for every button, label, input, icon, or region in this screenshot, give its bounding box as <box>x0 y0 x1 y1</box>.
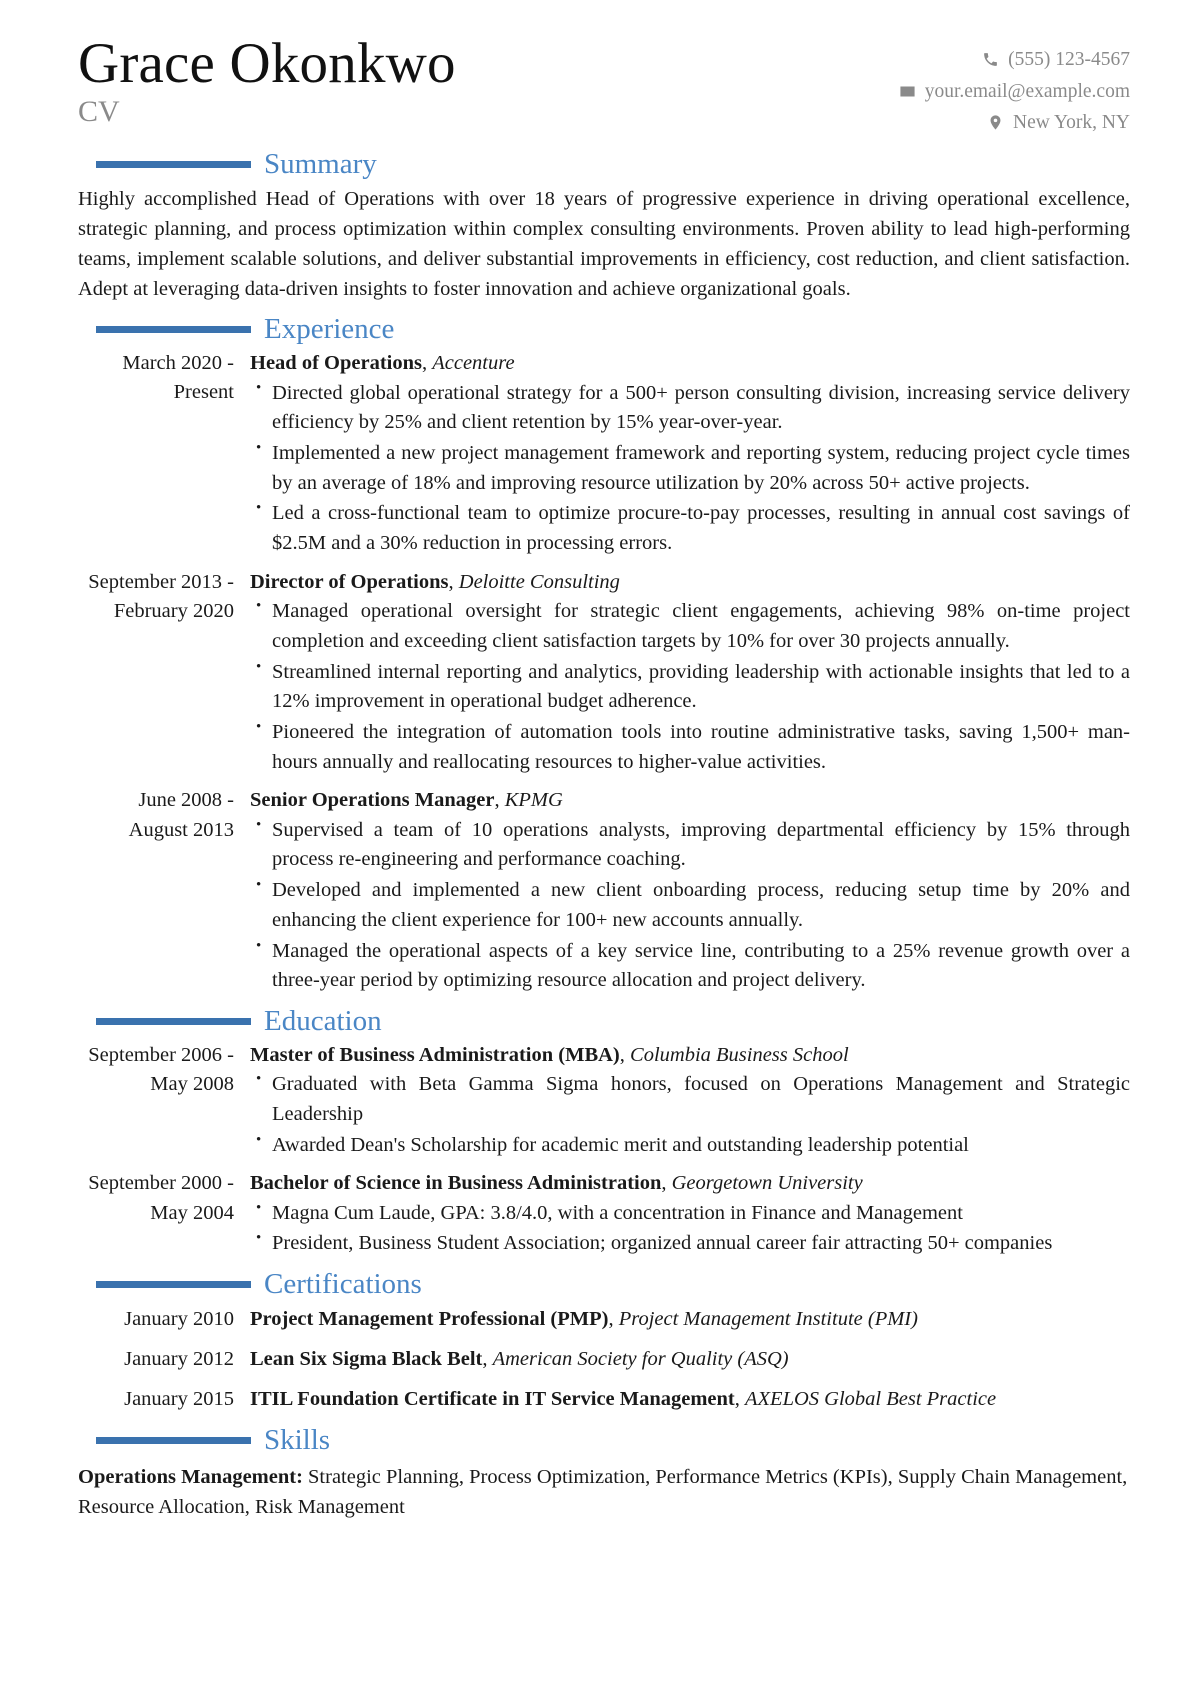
experience-entry-date: September 2013 - February 2020 <box>88 570 234 622</box>
experience-entry <box>78 568 1130 778</box>
envelope-icon <box>899 83 916 100</box>
certification-name: Project Management Professional (PMP) <box>250 1308 609 1331</box>
education-bullet: • Magna Cum Laude, GPA: 3.8/4.0, with a concentration in Finance and Management <box>272 1199 1130 1229</box>
certification-body <box>250 1385 1130 1414</box>
education-entry-role: Master of Business Administration (MBA) <box>250 1044 620 1067</box>
education-entry-body <box>250 1169 1130 1259</box>
education-entry-title <box>250 1169 1130 1197</box>
experience-bullet: • Managed the operational aspects of a key service line, contributing to a 25% revenue growth over a three-year period by optimizing resource allocation and project delivery. <box>272 937 1130 996</box>
certification-name: Lean Six Sigma Black Belt <box>250 1348 483 1371</box>
section-rule <box>96 1281 251 1288</box>
experience-entry-org: Deloitte Consulting <box>458 570 620 593</box>
experience-bullet: • Managed operational oversight for strategic client engagements, achieving 98% on-time project completion and exceeding client satisfaction targets by 10% for over 30 projects annually. <box>272 597 1130 656</box>
section-header-summary <box>96 147 1130 180</box>
contact-email-row <box>899 76 1130 108</box>
certification-entry <box>78 1345 1130 1374</box>
experience-bullet: • Supervised a team of 10 operations analysts, improving departmental efficiency by 15% through process re-engineering and performance coaching. <box>272 816 1130 875</box>
title-separator: , <box>448 570 459 593</box>
certification-entry <box>78 1305 1130 1334</box>
experience-bullet: • Pioneered the integration of automation tools into routine administrative tasks, saving 1,500+ man-hours annually and reallocating resources to higher-value activities. <box>272 718 1130 777</box>
contact-location: New York, NY <box>1012 112 1130 134</box>
experience-bullet: • Directed global operational strategy for a 500+ person consulting division, increasing service delivery efficiency by 25% and client retention by 15% year-over-year. <box>272 379 1130 438</box>
education-entry-title <box>250 1041 1130 1069</box>
contact-location-row <box>899 107 1130 139</box>
certification-body <box>250 1305 1130 1334</box>
section-rule <box>96 1437 251 1444</box>
experience-bullet-list <box>250 597 1130 777</box>
section-rule <box>96 326 251 333</box>
title-separator: , <box>421 352 433 375</box>
summary-text: Highly accomplished Head of Operations with over 18 years of progressive experience in driving operational excellence, strategic planning, and process optimization within complex consulting environments. Proven ability to lead high-performing teams, implement scalable solutions, and deliver substantial improvements in efficiency, cost reduction, and client satisfaction. Adept at leveraging data-driven insights to foster innovation and achieve organizational goals. <box>78 187 1130 301</box>
experience-bullet-list <box>250 816 1130 996</box>
certification-body <box>250 1345 1130 1374</box>
certification-date: January 2010 <box>124 1308 234 1331</box>
skills-category-label: Operations Management: <box>78 1465 303 1488</box>
skills-group <box>78 1462 1130 1523</box>
experience-entry-role: Director of Operations <box>250 570 449 593</box>
experience-list <box>78 349 1130 996</box>
experience-entry-body <box>250 786 1130 996</box>
certification-date: January 2012 <box>124 1348 234 1371</box>
experience-entry-role: Head of Operations <box>250 352 422 375</box>
experience-entry-body <box>250 568 1130 778</box>
map-pin-icon <box>987 114 1004 131</box>
phone-icon <box>982 51 999 68</box>
cv-header <box>78 30 1130 139</box>
education-bullet-list <box>250 1199 1130 1259</box>
experience-entry-title <box>250 349 1130 377</box>
title-separator: , <box>494 789 505 812</box>
experience-entry-org: KPMG <box>504 789 563 812</box>
experience-entry-role: Senior Operations Manager <box>250 789 495 812</box>
education-entry-org: Georgetown University <box>671 1172 863 1195</box>
section-rule <box>96 1018 251 1025</box>
education-bullet: • Graduated with Beta Gamma Sigma honors, focused on Operations Management and Strategic Leadership <box>272 1070 1130 1129</box>
section-header-education <box>96 1007 1130 1036</box>
certification-issuer: American Society for Quality (ASQ) <box>492 1348 789 1371</box>
education-entry-date: September 2006 - May 2008 <box>88 1044 234 1096</box>
experience-entry-title <box>250 786 1130 814</box>
experience-bullet: • Led a cross-functional team to optimize procure-to-pay processes, resulting in annual cost savings of $2.5M and a 30% reduction in processing errors. <box>272 499 1130 558</box>
education-list <box>78 1041 1130 1259</box>
title-separator: , <box>661 1172 672 1195</box>
section-title-summary: Summary <box>264 147 377 180</box>
education-entry-body <box>250 1041 1130 1160</box>
education-entry-org: Columbia Business School <box>630 1044 849 1067</box>
contact-block <box>899 30 1130 139</box>
title-separator: , <box>619 1044 631 1067</box>
section-title-skills: Skills <box>264 1423 331 1456</box>
certification-entry <box>78 1385 1130 1414</box>
experience-entry-body <box>250 349 1130 559</box>
title-separator: , <box>734 1388 746 1411</box>
certification-name: ITIL Foundation Certificate in IT Service Management <box>250 1388 735 1411</box>
skills-items: Strategic Planning, Process Optimization, Performance Metrics (KPIs), Supply Chain Management, Resource Allocation, Risk Management <box>78 1465 1128 1518</box>
section-title-experience: Experience <box>264 313 395 346</box>
education-bullet: • President, Business Student Association; organized annual career fair attracting 50+ companies <box>272 1229 1130 1259</box>
experience-bullet: • Developed and implemented a new client onboarding process, reducing setup time by 20% and enhancing the client experience for 100+ new accounts annually. <box>272 876 1130 935</box>
section-title-education: Education <box>264 1005 382 1038</box>
section-title-certifications: Certifications <box>264 1268 422 1301</box>
certification-date: January 2015 <box>124 1388 234 1411</box>
section-header-certifications <box>96 1270 1130 1299</box>
certification-issuer: Project Management Institute (PMI) <box>618 1308 918 1331</box>
experience-entry-date: March 2020 - Present <box>122 352 234 404</box>
education-entry-date: September 2000 - May 2004 <box>88 1172 234 1224</box>
title-separator: , <box>608 1308 619 1331</box>
contact-email: your.email@example.com <box>924 80 1130 102</box>
experience-entry <box>78 349 1130 559</box>
experience-entry-title <box>250 568 1130 596</box>
skills-list <box>78 1462 1130 1523</box>
certifications-list <box>78 1305 1130 1414</box>
experience-bullet-list <box>250 379 1130 559</box>
experience-bullet: • Implemented a new project management framework and reporting system, reducing project cycle times by an average of 18% and improving resource utilization by 20% across 50+ active projects. <box>272 439 1130 498</box>
section-rule <box>96 161 251 168</box>
experience-entry <box>78 786 1130 996</box>
contact-phone-row <box>899 44 1130 76</box>
experience-bullet: • Streamlined internal reporting and analytics, providing leadership with actionable insights that led to a 12% improvement in operational budget adherence. <box>272 658 1130 717</box>
certification-issuer: AXELOS Global Best Practice <box>745 1388 997 1411</box>
name-block <box>78 30 456 130</box>
experience-entry-org: Accenture <box>432 352 515 375</box>
education-bullet: • Awarded Dean's Scholarship for academic merit and outstanding leadership potential <box>272 1131 1130 1161</box>
section-header-experience <box>96 315 1130 344</box>
document-subtitle: CV <box>78 95 120 129</box>
experience-entry-date: June 2008 - August 2013 <box>128 789 234 841</box>
title-separator: , <box>482 1348 493 1371</box>
education-entry <box>78 1041 1130 1160</box>
education-bullet-list <box>250 1070 1130 1160</box>
contact-phone: (555) 123-4567 <box>1008 49 1130 70</box>
page-title: Grace Okonkwo <box>78 32 456 95</box>
education-entry <box>78 1169 1130 1259</box>
education-entry-role: Bachelor of Science in Business Administration <box>250 1172 662 1195</box>
section-header-skills <box>96 1423 1130 1456</box>
